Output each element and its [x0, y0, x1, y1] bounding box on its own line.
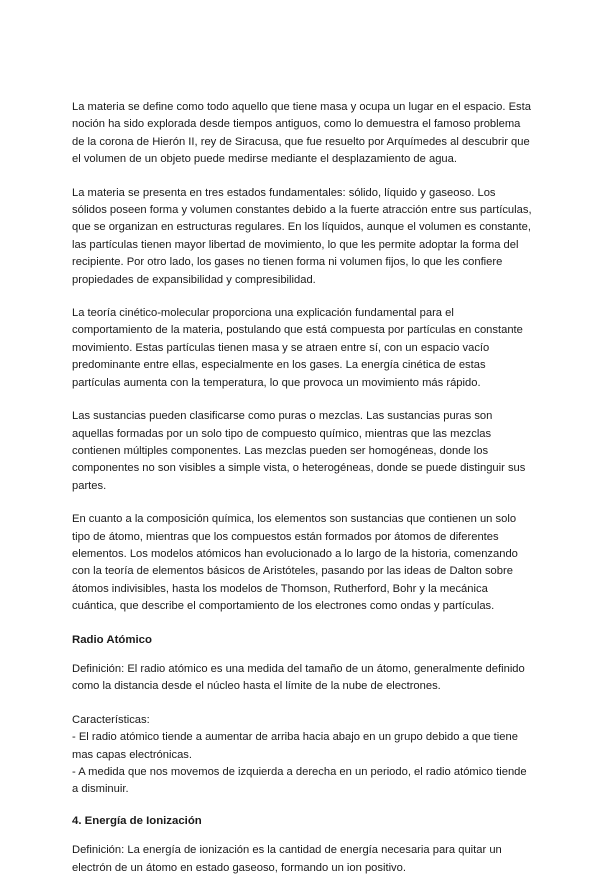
ionizacion-definition: Definición: La energía de ionización es la cantidad de energía necesaria para quitar un electrón de un átomo en estado gaseoso, formando un ion positivo. [72, 844, 502, 874]
paragraph-sustancias: Las sustancias pueden clasificarse como puras o mezclas. Las sustancias puras son aquellas formadas por un solo tipo de compuesto químico, mientras que las mezclas contienen múltiples componentes. Las mezclas pueden ser homogéneas, donde los componentes no son visibles a simple vista, o heterogéneas, donde se puede distinguir sus partes. [72, 410, 526, 492]
list-item: - El radio atómico tiende a aumentar de arriba hacia abajo en un grupo debido a que tiene mas capas electrónicas. [72, 731, 518, 761]
radio-definition: Definición: El radio atómico es una medida del tamaño de un átomo, generalmente definido como la distancia desde el núcleo hasta el límite de la nube de electrones. [72, 662, 525, 693]
paragraph-materia-definicion: La materia se define como todo aquello que tiene masa y ocupa un lugar en el espacio. Esta noción ha sido explorada desde tiempos antiguos, como lo demuestra el famoso problema de la corona de Hierón II, rey de Siracusa, que fue resuelto por Arquímedes al descubrir que el volumen de un objeto puede medirse mediante el desplazamiento de agua. [72, 101, 531, 166]
radio-characteristics-list [72, 729, 532, 799]
document-body [72, 99, 532, 893]
paragraph-teoria-cinetica: La teoría cinético-molecular proporciona una explicación fundamental para el comportamiento de la materia, postulando que está compuesta por partículas en constante movimiento. Estas partículas tienen masa y se atraen entre sí, con un espacio vacío predominante entre ellas, especialmente en los gases. La energía cinética de estas partículas aumenta con la temperatura, lo que provoca un movimiento más rápido. [72, 307, 523, 389]
radio-characteristics-label: Características: [72, 713, 150, 726]
paragraph-composicion-quimica: En cuanto a la composición química, los elementos son sustancias que contienen un solo tipo de átomo, mientras que los compuestos están formados por átomos de diferentes elementos. Los modelos atómicos han evolucionado a lo largo de la historia, comenzando con la teoría de elementos básicos de Aristóteles, pasando por las ideas de Dalton sobre átomos indivisibles, hasta los modelos de Thomson, Rutherford, Bohr y la mecánica cuántica, que describe el comportamiento de los electrones como ondas y partículas. [72, 513, 518, 613]
heading-energia-ionizacion: 4. Energía de Ionización [72, 814, 202, 827]
list-item: - A medida que nos movemos de izquierda a derecha en un periodo, el radio atómico tiende a disminuir. [72, 766, 527, 796]
paragraph-estados-materia: La materia se presenta en tres estados fundamentales: sólido, líquido y gaseoso. Los sólidos poseen forma y volumen constantes debido a la fuerte atracción entre sus partículas, que se organizan en estructuras regulares. En los líquidos, aunque el volumen es constante, las partículas tienen mayor libertad de movimiento, lo que les permite adoptar la forma del recipiente. Por otro lado, los gases no tienen forma ni volumen fijos, lo que les confiere propiedades de expansibilidad y compresibilidad. [72, 186, 532, 286]
heading-radio-atomico: Radio Atómico [72, 633, 152, 646]
